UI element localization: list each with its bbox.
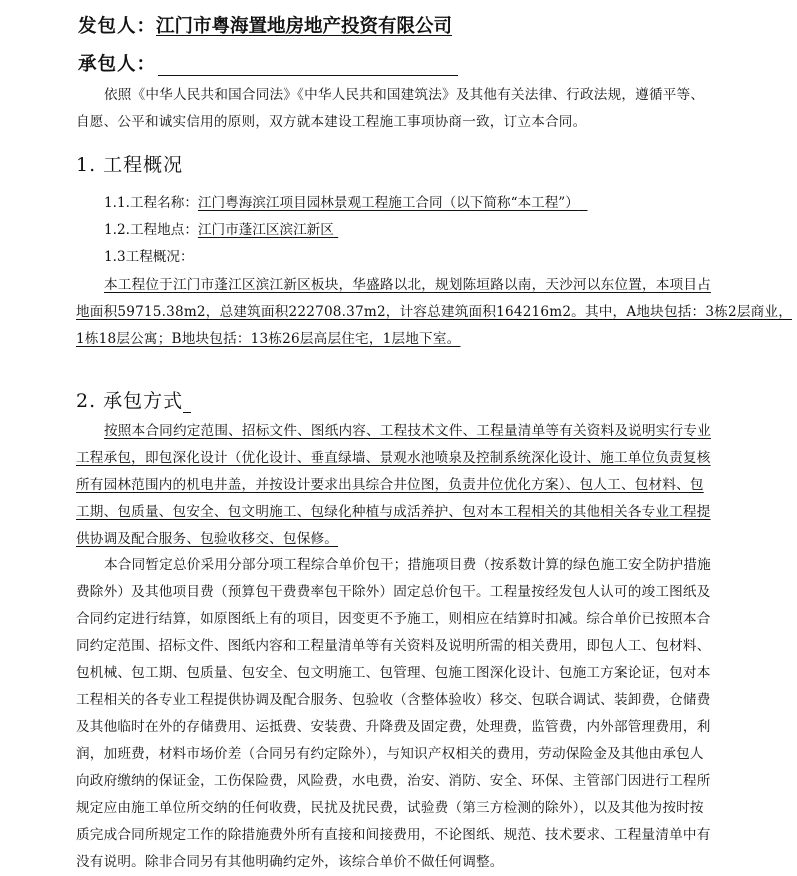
project-overview-paragraph [76, 272, 793, 353]
pricing-line: 合同约定进行结算，如原图纸上有的项目，因变更不予施工，则相应在结算时扣减。综合单价已按照本合 [76, 611, 711, 627]
employer-name: 江门市粤海置地房地产投资有限公司 [156, 16, 453, 37]
pricing-line: 同约定范围、招标文件、图纸内容和工程量清单等有关资料及说明所需的相关费用，即包人工、包材料、 [76, 638, 711, 654]
pricing-line: 没有说明。除非合同另有其他明确约定外，该综合单价不做任何调整。 [76, 854, 504, 870]
overview-line: 1栋18层公寓；B地块包括：13栋26层高层住宅，1层地下室。 [76, 331, 461, 347]
contractor-label: 承包人： [78, 54, 157, 75]
contract-scope-paragraph [76, 418, 728, 553]
overview-line: 地面积59715.38m2，总建筑面积222708.37m2，计容总建筑面积164216m2。其中，A地块包括：3栋2层商业， [76, 304, 793, 320]
intro-paragraph [76, 82, 728, 136]
project-site-value: 江门市蓬江区滨江新区 [197, 222, 334, 238]
employer-label: 发包人： [78, 16, 157, 37]
project-overview-label: 1.3工程概况： [104, 249, 194, 265]
project-name-value: 江门粤海滨江项目园林景观工程施工合同（以下简称“本工程”） [197, 195, 579, 211]
scope-line: 供协调及配合服务、包验收移交、包保修。 [76, 531, 339, 547]
intro-line: 自愿、公平和诚实信用的原则，双方就本建设工程施工事项协商一致，订立本合同。 [76, 114, 587, 130]
intro-line: 依照《中华人民共和国合同法》《中华人民共和国建筑法》及其他有关法律、行政法规，遵循平等、 [104, 87, 705, 103]
project-name-label: 1.1.工程名称： [104, 195, 198, 211]
scope-line: 工程承包，即包深化设计（优化设计、垂直绿墙、景观水池喷泉及控制系统深化设计、施工单位负责复核 [76, 450, 711, 466]
pricing-line: 向政府缴纳的保证金，工伤保险费，风险费，水电费，治安、消防、安全、环保、主管部门因进行工程所 [76, 773, 711, 789]
project-name-item [104, 193, 588, 213]
section-2-title: 2. 承包方式 [76, 390, 184, 412]
pricing-paragraph [76, 552, 728, 876]
pricing-line: 费除外）及其他项目费（预算包干费费率包干除外）固定总价包干。工程量按经发包人认可的竣工图纸及 [76, 584, 711, 600]
employer-line [78, 12, 452, 38]
scope-line: 工期、包质量、包安全、包文明施工、包绿化种植与成活养护、包对本工程相关的其他相关各专业工程提 [76, 504, 711, 520]
pricing-line: 润，加班费，材料市场价差（合同另有约定除外），与知识产权相关的费用，劳动保险金及其他由承包人 [76, 746, 704, 762]
scope-line: 所有园林范围内的机电井盖，并按设计要求出具综合井位图，负责井位优化方案）、包人工、包材料、包 [76, 477, 704, 493]
overview-line: 本工程位于江门市蓬江区滨江新区板块，华盛路以北，规划陈垣路以南，天沙河以东位置，本项目占 [104, 277, 711, 293]
pricing-line: 质完成合同所规定工作的除措施费外所有直接和间接费用，不论图纸、规范、技术要求、工程量清单中有 [76, 827, 711, 843]
contractor-blank-field[interactable] [158, 55, 458, 76]
section-2-heading [76, 386, 191, 413]
pricing-line: 规定应由施工单位所交纳的任何收费，民扰及扰民费，试验费（第三方检测的除外），以及其他为按时按 [76, 800, 704, 816]
pricing-line: 包机械、包工期、包质量、包安全、包文明施工、包管理、包施工图深化设计、包施工方案论证，包对本 [76, 665, 711, 681]
project-site-label: 1.2.工程地点： [104, 222, 198, 238]
section-1-heading: 1. 工程概况 [76, 154, 184, 176]
pricing-line: 工程相关的各专业工程提供协调及配合服务、包验收（含整体验收）移交、包联合调试、装卸费，仓储费 [76, 692, 711, 708]
pricing-line: 本合同暂定总价采用分部分项工程综合单价包干；措施项目费（按系数计算的绿色施工安全防护措施 [104, 557, 711, 573]
contractor-line [78, 50, 458, 76]
scope-line: 按照本合同约定范围、招标文件、图纸内容、工程技术文件、工程量清单等有关资料及说明实行专业 [104, 423, 711, 439]
project-site-item [104, 220, 338, 240]
pricing-line: 及其他临时在外的存储费用、运抵费、安装费、升降费及固定费，处理费，监管费，内外部管理费用，利 [76, 719, 711, 735]
